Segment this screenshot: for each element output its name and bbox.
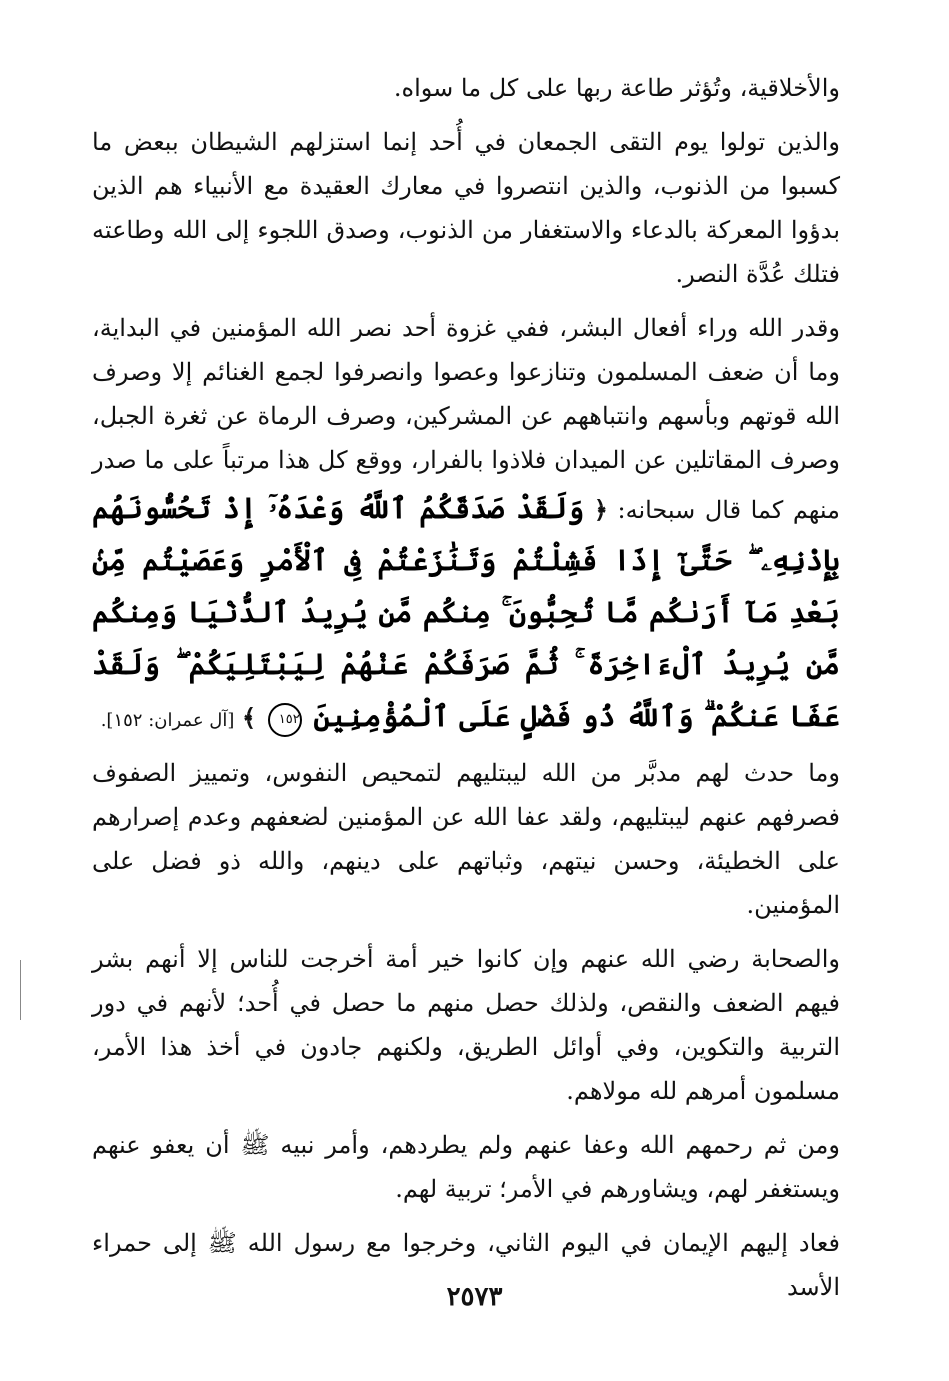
quran-open-brace: ﴿ (593, 495, 608, 524)
page-body (92, 66, 840, 1319)
paragraph-4: وما حدث لهم مدبَّر من الله ليبتليهم لتمحيص النفوس، وتمييز الصفوف فصرفهم عنهم ليبتليهم، ولقد عفا الله عن المؤمنين لضعفهم وعدم إصرارهم على الخطيئة، وحسن نيتهم، وثباتهم على دينهم، والله ذو فضل على المؤمنين. (92, 759, 840, 919)
paragraph-3-text: وقدر الله وراء أفعال البشر، ففي غزوة أحد نصر الله المؤمنين في البداية، وما أن ضعف المسلمون وتنازعوا وعصوا وانصرفوا لجمع الغنائم إلا وصرف الله قوتهم وبأسهم وانتباههم عن المشركين، وصرف الرماة عن ثغرة الجبل، وصرف المقاتلين عن الميدان فلاذوا بالفرار، ووقع كل هذا مرتباً على ما صدر منهم كما قال سبحانه: (92, 314, 840, 524)
paragraph-7: فعاد إليهم الإيمان في اليوم الثاني، وخرجوا مع رسول الله ﷺ إلى حمراء الأسد (92, 1229, 840, 1301)
paragraph-6: ومن ثم رحمهم الله وعفا عنهم ولم يطردهم، وأمر نبيه ﷺ أن يعفو عنهم ويستغفر لهم، ويشاورهم في الأمر؛ تربية لهم. (92, 1131, 840, 1203)
paragraph-3 (92, 306, 840, 743)
paragraph-1: والأخلاقية، وتُؤثر طاعة ربها على كل ما سواه. (393, 74, 840, 102)
quran-reference: [آل عمران: ١٥٢]. (100, 710, 235, 731)
ayah-number-marker: ١٥٢ (268, 703, 302, 737)
paragraph-2: والذين تولوا يوم التقى الجمعان في أُحد إنما استزلهم الشيطان ببعض ما كسبوا من الذنوب، والذين انتصروا في معارك العقيدة مع الأنبياء هم الذين بدؤوا المعركة بالدعاء والاستغفار من الذنوب، وصدق اللجوء إلى الله وطاعته فتلك عُدَّة النصر. (92, 128, 840, 288)
paragraph-5: والصحابة رضي الله عنهم وإن كانوا خير أمة أخرجت للناس إلا أنهم بشر فيهم الضعف والنقص، ولذلك حصل منهم ما حصل في أُحد؛ لأنهم في دور التربية والتكوين، وفي أوائل الطريق، ولكنهم جادون في أخذ هذا الأمر، مسلمون أمرهم لله مولاهم. (92, 945, 840, 1105)
scan-artifact-line (20, 960, 21, 1020)
page-number: ٢٥٧٣ (446, 1282, 503, 1312)
quran-close-brace: ﴾ (242, 703, 257, 732)
quran-verse: وَلَقَدْ صَدَقَكُمُ ٱللَّهُ وَعْدَهُۥٓ إِذْ تَحُسُّونَهُم بِإِذْنِهِۦ ۖ حَتَّىٰٓ إِذَا فَشِلْتُمْ وَتَنَٰزَعْتُمْ فِى ٱلْأَمْرِ وَعَصَيْتُم مِّنۢ بَعْدِ مَآ أَرَىٰكُم مَّا تُحِبُّونَ ۚ مِنكُم مَّن يُرِيدُ ٱلدُّنْيَا وَمِنكُم مَّن يُرِيدُ ٱلْءَاخِرَةَ ۚ ثُمَّ صَرَفَكُمْ عَنْهُمْ لِيَبْتَلِيَكُمْ ۖ وَلَقَدْ عَفَا عَنكُمْ ۗ وَٱللَّهُ ذُو فَضْلٍ عَلَى ٱلْمُؤْمِنِينَ (92, 491, 840, 733)
